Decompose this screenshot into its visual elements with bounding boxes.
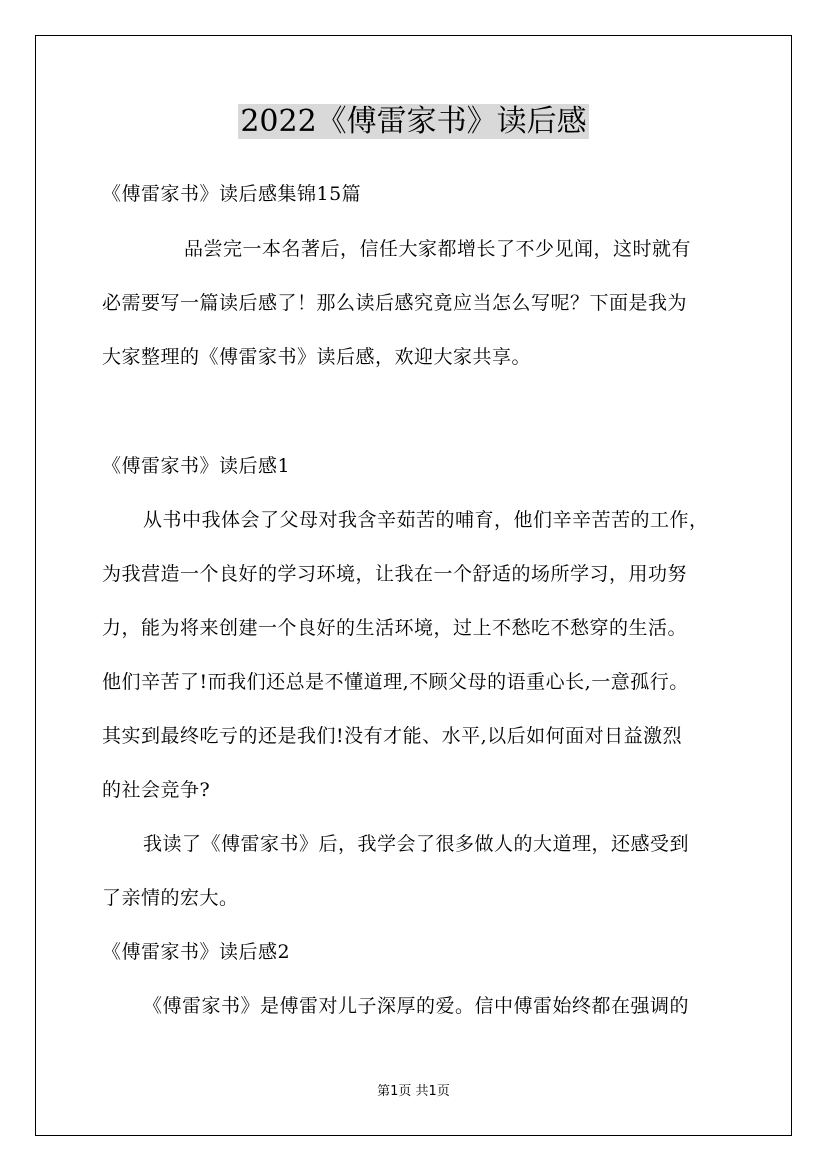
section-heading-2: 《傅雷家书》读后感2: [102, 941, 291, 963]
section-2-line-1: 《傅雷家书》是傅雷对儿子深厚的爱。信中傅雷始终都在强调的: [143, 995, 690, 1017]
section-1-line-6: 的社会竞争?: [102, 779, 211, 801]
section-1-line-3: 力，能为将来创建一个良好的生活环境，过上不愁吃不愁穿的生活。: [102, 617, 688, 639]
document-subtitle: 《傅雷家书》读后感集锦15篇: [102, 183, 362, 205]
section-heading-1: 《傅雷家书》读后感1: [102, 455, 291, 477]
intro-line-2: 必需要写一篇读后感了！那么读后感究竟应当怎么写呢？下面是我为: [102, 292, 688, 314]
section-1-line-8: 了亲情的宏大。: [102, 887, 239, 909]
section-1-line-5: 其实到最终吃亏的还是我们!没有才能、水平,以后如何面对日益激烈: [102, 725, 683, 747]
section-1-line-4: 他们辛苦了!而我们还总是不懂道理,不顾父母的语重心长,一意孤行。: [102, 671, 689, 693]
section-1-line-7: 我读了《傅雷家书》后，我学会了很多做人的大道理，还感受到: [143, 833, 690, 855]
section-1-line-1: 从书中我体会了父母对我含辛茹苦的哺育，他们辛辛苦苦的工作，: [143, 509, 709, 531]
intro-line-3: 大家整理的《傅雷家书》读后感，欢迎大家共享。: [102, 346, 532, 368]
intro-line-1: 品尝完一本名著后，信任大家都增长了不少见闻，这时就有: [184, 238, 692, 260]
section-1-line-2: 为我营造一个良好的学习环境，让我在一个舒适的场所学习，用功努: [102, 563, 688, 585]
document-title-text: 2022《傅雷家书》读后感: [240, 104, 587, 139]
page-footer: 第1页 共1页: [377, 1084, 450, 1099]
document-title: [0, 100, 827, 144]
